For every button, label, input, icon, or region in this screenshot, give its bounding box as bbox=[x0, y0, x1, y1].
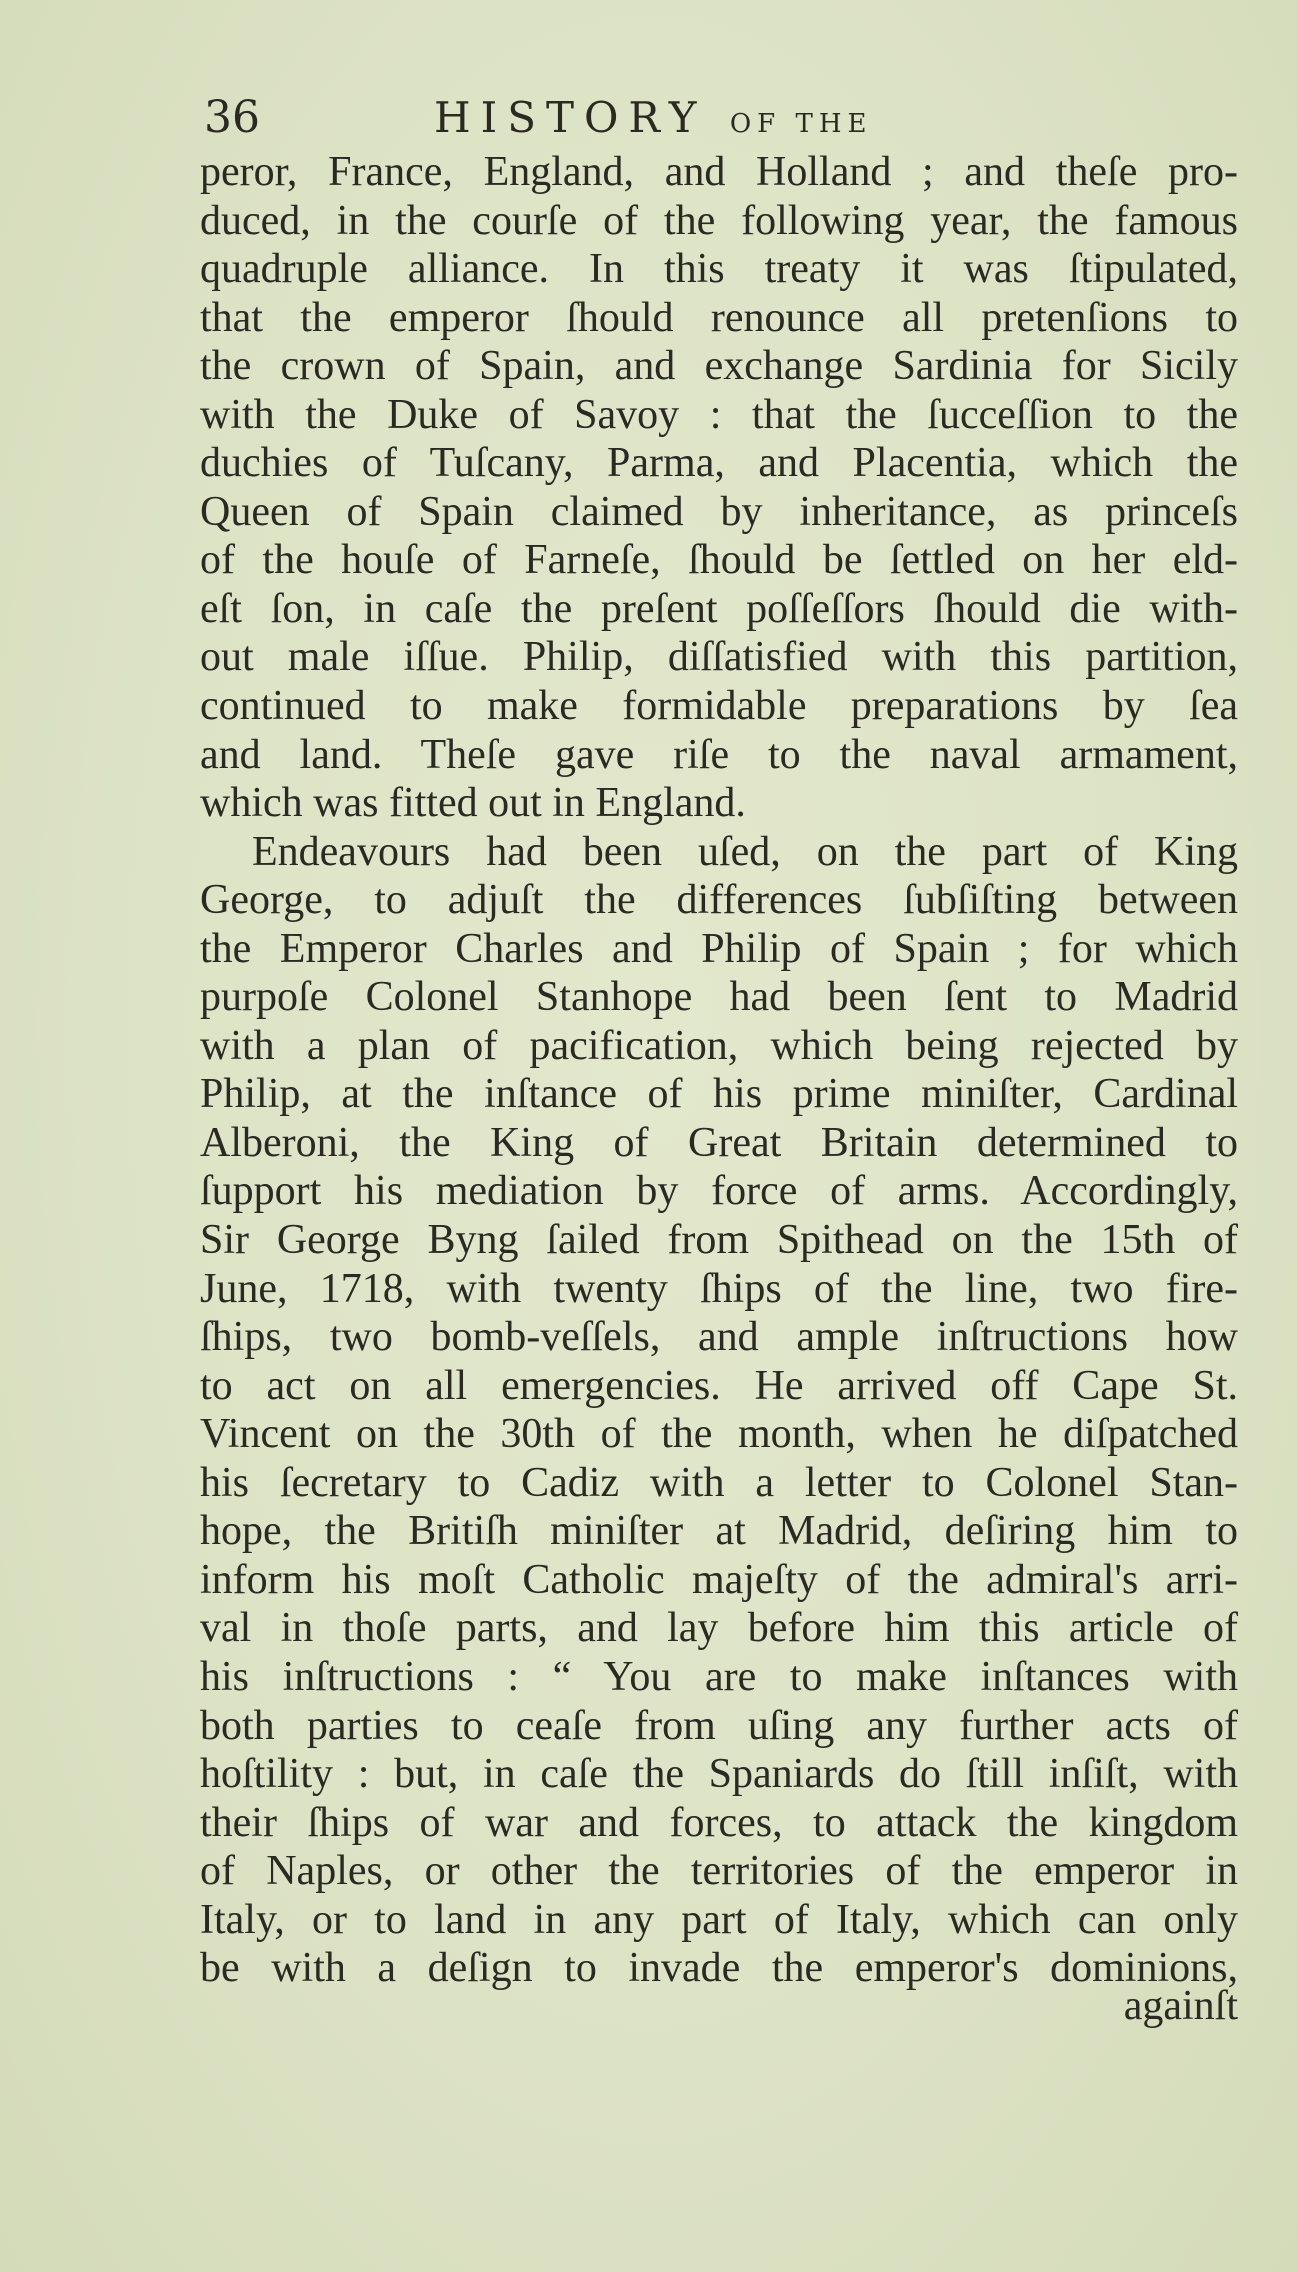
page-number: 36 bbox=[204, 92, 260, 143]
text-line: that the emperor ſhould renounce all pretenſions to bbox=[200, 294, 1238, 341]
text-line: which was fitted out in England. bbox=[200, 780, 746, 827]
running-title-small: OF THE bbox=[729, 109, 873, 139]
text-line: quadruple alliance. In this treaty it was ſtipulated, bbox=[200, 246, 1238, 293]
text-line: ſhips, two bomb-veſſels, and ample inſtructions how bbox=[200, 1314, 1238, 1361]
running-title bbox=[434, 88, 872, 154]
text-line: duchies of Tuſcany, Parma, and Placentia, which the bbox=[200, 440, 1238, 487]
text-line: peror, France, England, and Holland ; and theſe pro- bbox=[200, 149, 1238, 195]
text-line: his ſecretary to Cadiz with a letter to Colonel Stan- bbox=[200, 1459, 1238, 1506]
text-line: the Emperor Charles and Philip of Spain ; for which bbox=[200, 925, 1238, 972]
text-line: hoſtility : but, in caſe the Spaniards do ſtill inſiſt, with bbox=[200, 1751, 1238, 1798]
text-line: both parties to ceaſe from uſing any further acts of bbox=[200, 1702, 1238, 1749]
text-line: out male iſſue. Philip, diſſatisfied with this partition, bbox=[200, 634, 1238, 681]
text-line: inform his moſt Catholic majeſty of the admiral's arri- bbox=[200, 1556, 1238, 1603]
running-header bbox=[204, 88, 1244, 148]
catchword: againſt bbox=[1123, 1983, 1238, 2029]
text-line: of the houſe of Farneſe, ſhould be ſettled on her eld- bbox=[200, 537, 1238, 584]
text-line: ſupport his mediation by force of arms. Accordingly, bbox=[200, 1168, 1238, 1215]
text-line: Philip, at the inſtance of his prime miniſter, Cardinal bbox=[200, 1071, 1238, 1118]
running-title-main: HISTORY bbox=[434, 93, 707, 142]
text-line: hope, the Britiſh miniſter at Madrid, deſiring him to bbox=[200, 1508, 1238, 1555]
text-line: val in thoſe parts, and lay before him this article of bbox=[200, 1605, 1238, 1652]
text-line: George, to adjuſt the differences ſubſiſting between bbox=[200, 877, 1238, 924]
text-line: Vincent on the 30th of the month, when he diſpatched bbox=[200, 1411, 1238, 1458]
text-line: and land. Theſe gave riſe to the naval armament, bbox=[200, 731, 1238, 778]
text-line: Italy, or to land in any part of Italy, which can only bbox=[200, 1896, 1238, 1943]
text-line: eſt ſon, in caſe the preſent poſſeſſors ſhould die with- bbox=[200, 585, 1238, 632]
text-line: Queen of Spain claimed by inheritance, as princeſs bbox=[200, 488, 1238, 535]
text-line: Endeavours had been uſed, on the part of King bbox=[252, 828, 1238, 875]
text-line: June, 1718, with twenty ſhips of the line, two fire- bbox=[200, 1265, 1238, 1312]
text-line: of Naples, or other the territories of the emperor in bbox=[200, 1848, 1238, 1895]
text-line: continued to make formidable preparations by ſea bbox=[200, 683, 1238, 730]
body-text bbox=[200, 148, 1238, 1993]
text-line: with a plan of pacification, which being rejected by bbox=[200, 1022, 1238, 1069]
text-line: purpoſe Colonel Stanhope had been ſent to Madrid bbox=[200, 974, 1238, 1021]
text-line: Sir George Byng ſailed from Spithead on the 15th of bbox=[200, 1217, 1238, 1264]
text-line: be with a deſign to invade the emperor's dominions, bbox=[200, 1945, 1238, 1992]
text-line: duced, in the courſe of the following year, the famous bbox=[200, 197, 1238, 244]
text-line: his inſtructions : “ You are to make inſtances with bbox=[200, 1653, 1238, 1700]
text-line: with the Duke of Savoy : that the ſucceſſion to the bbox=[200, 391, 1238, 438]
text-line: Alberoni, the King of Great Britain determined to bbox=[200, 1119, 1238, 1166]
text-line: the crown of Spain, and exchange Sardinia for Sicily bbox=[200, 343, 1238, 390]
text-line: their ſhips of war and forces, to attack the kingdom bbox=[200, 1799, 1238, 1846]
text-line: to act on all emergencies. He arrived off Cape St. bbox=[200, 1362, 1238, 1409]
